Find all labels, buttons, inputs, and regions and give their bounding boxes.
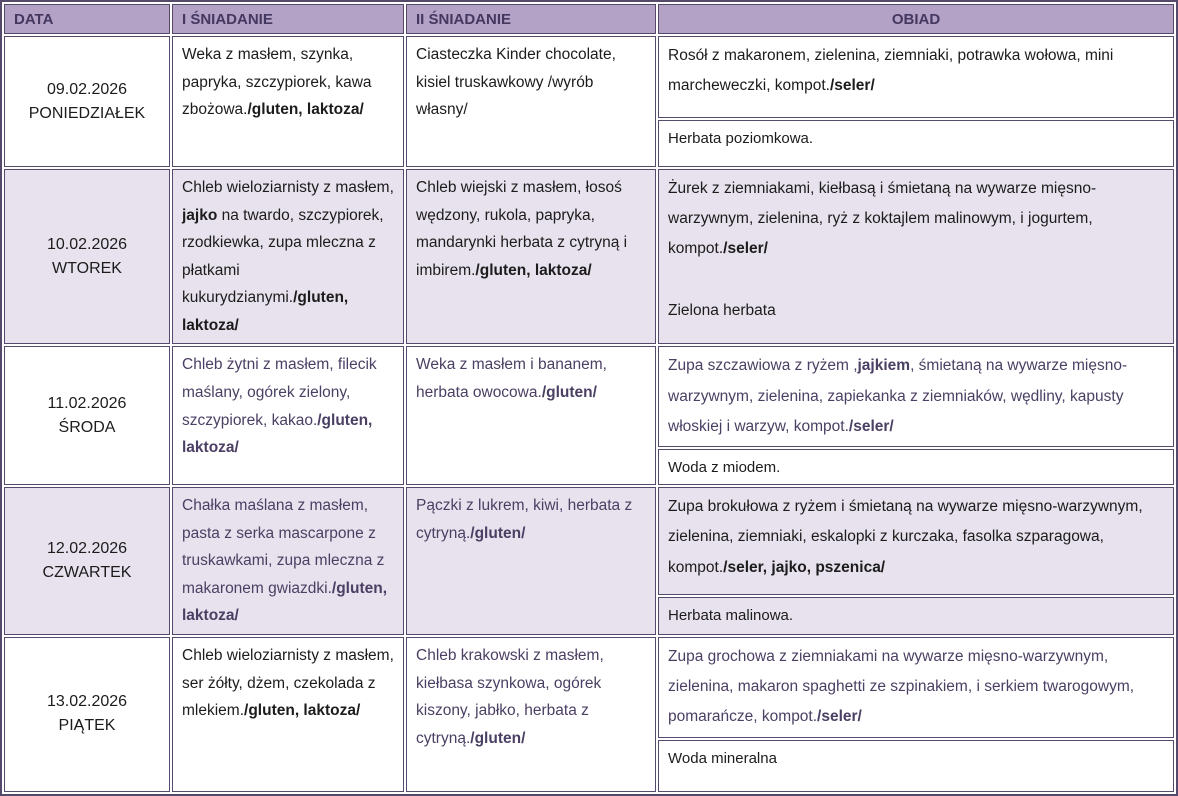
weekday-label: CZWARTEK	[42, 564, 132, 582]
dinner-cell: Rosół z makaronem, zielenina, ziemniaki, potrawka wołowa, mini marcheweczki, kompot./seler/	[658, 36, 1174, 118]
weekday-label: PONIEDZIAŁEK	[28, 104, 146, 122]
weekday-label: ŚRODA	[58, 418, 116, 436]
date-cell	[4, 487, 170, 635]
day-row-thursday	[4, 487, 1174, 594]
day-row-monday	[4, 36, 1174, 118]
date-value: 13.02.2026	[46, 693, 128, 711]
breakfast2-cell: Chleb krakowski z masłem, kiełbasa szynkowa, ogórek kiszony, jabłko, herbata z cytryną./gluten/	[406, 637, 656, 792]
breakfast1-cell: Chleb wieloziarnisty z masłem, ser żółty, dżem, czekolada z mlekiem./gluten, laktoza/	[172, 637, 404, 792]
date-value: 09.02.2026	[46, 80, 128, 98]
date-value: 12.02.2026	[46, 540, 128, 558]
weekday-label: PIĄTEK	[58, 717, 116, 735]
breakfast2-cell: Pączki z lukrem, kiwi, herbata z cytryną./gluten/	[406, 487, 656, 635]
breakfast1-cell: Chleb wieloziarnisty z masłem, jajko na twardo, szczypiorek, rzodkiewka, zupa mleczna z płatkami kukurydzianymi./gluten, laktoza/	[172, 169, 404, 344]
dinner-drink-cell: Herbata poziomkowa.	[658, 120, 1174, 167]
breakfast1-cell: Chałka maślana z masłem, pasta z serka mascarpone z truskawkami, zupa mleczna z makaronem gwiazdki./gluten, laktoza/	[172, 487, 404, 635]
dinner-cell: Zupa brokułowa z ryżem i śmietaną na wywarze mięsno-warzywnym, zielenina, ziemniaki, eskalopki z kurczaka, fasolka szparagowa, kompot./seler, jajko, pszenica/	[658, 487, 1174, 594]
dinner-drink-cell: Woda mineralna	[658, 740, 1174, 792]
header-row	[4, 4, 1174, 34]
breakfast2-cell: Weka z masłem i bananem, herbata owocowa./gluten/	[406, 346, 656, 485]
date-cell	[4, 637, 170, 792]
day-row-wednesday	[4, 346, 1174, 447]
date-value: 10.02.2026	[46, 235, 128, 253]
dinner-cell: Zupa szczawiowa z ryżem ,jajkiem, śmietaną na wywarze mięsno-warzywnym, zielenina, zapiekanka z ziemniaków, wędliny, kapusty włoskiej i warzyw, kompot./seler/	[658, 346, 1174, 447]
breakfast2-cell: Ciasteczka Kinder chocolate, kisiel truskawkowy /wyrób własny/	[406, 36, 656, 167]
day-row-tuesday	[4, 169, 1174, 300]
dinner-drink-cell: Woda z miodem.	[658, 449, 1174, 485]
date-cell	[4, 36, 170, 167]
date-cell	[4, 346, 170, 485]
date-cell	[4, 169, 170, 344]
dinner-drink-cell: Herbata malinowa.	[658, 597, 1174, 635]
breakfast1-cell: Weka z masłem, szynka, papryka, szczypiorek, kawa zbożowa./gluten, laktoza/	[172, 36, 404, 167]
column-header-dinner: OBIAD	[658, 4, 1174, 34]
day-row-friday	[4, 637, 1174, 738]
date-value: 11.02.2026	[47, 394, 127, 412]
dinner-drink-text: Zielona herbata	[668, 301, 776, 319]
column-header-breakfast2: II ŚNIADANIE	[406, 4, 656, 34]
column-header-date: DATA	[4, 4, 170, 34]
column-header-breakfast1: I ŚNIADANIE	[172, 4, 404, 34]
dinner-main-text: Żurek z ziemniakami, kiełbasą i śmietaną na wywarze mięsno-warzywnym, zielenina, ryż z koktajlem malinowym, i jogurtem, kompot./seler/	[668, 180, 1097, 258]
breakfast2-cell: Chleb wiejski z masłem, łosoś wędzony, rukola, papryka, mandarynki herbata z cytryną i imbirem./gluten, laktoza/	[406, 169, 656, 344]
breakfast1-cell: Chleb żytni z masłem, filecik maślany, ogórek zielony, szczypiorek, kakao./gluten, laktoza/	[172, 346, 404, 485]
dinner-cell: Zupa grochowa z ziemniakami na wywarze mięsno-warzywnym, zielenina, makaron spaghetti ze szpinakiem, i serkiem twarogowym, pomarańcze, kompot./seler/	[658, 637, 1174, 738]
weekday-label: WTOREK	[52, 259, 122, 277]
dinner-cell	[658, 169, 1174, 344]
